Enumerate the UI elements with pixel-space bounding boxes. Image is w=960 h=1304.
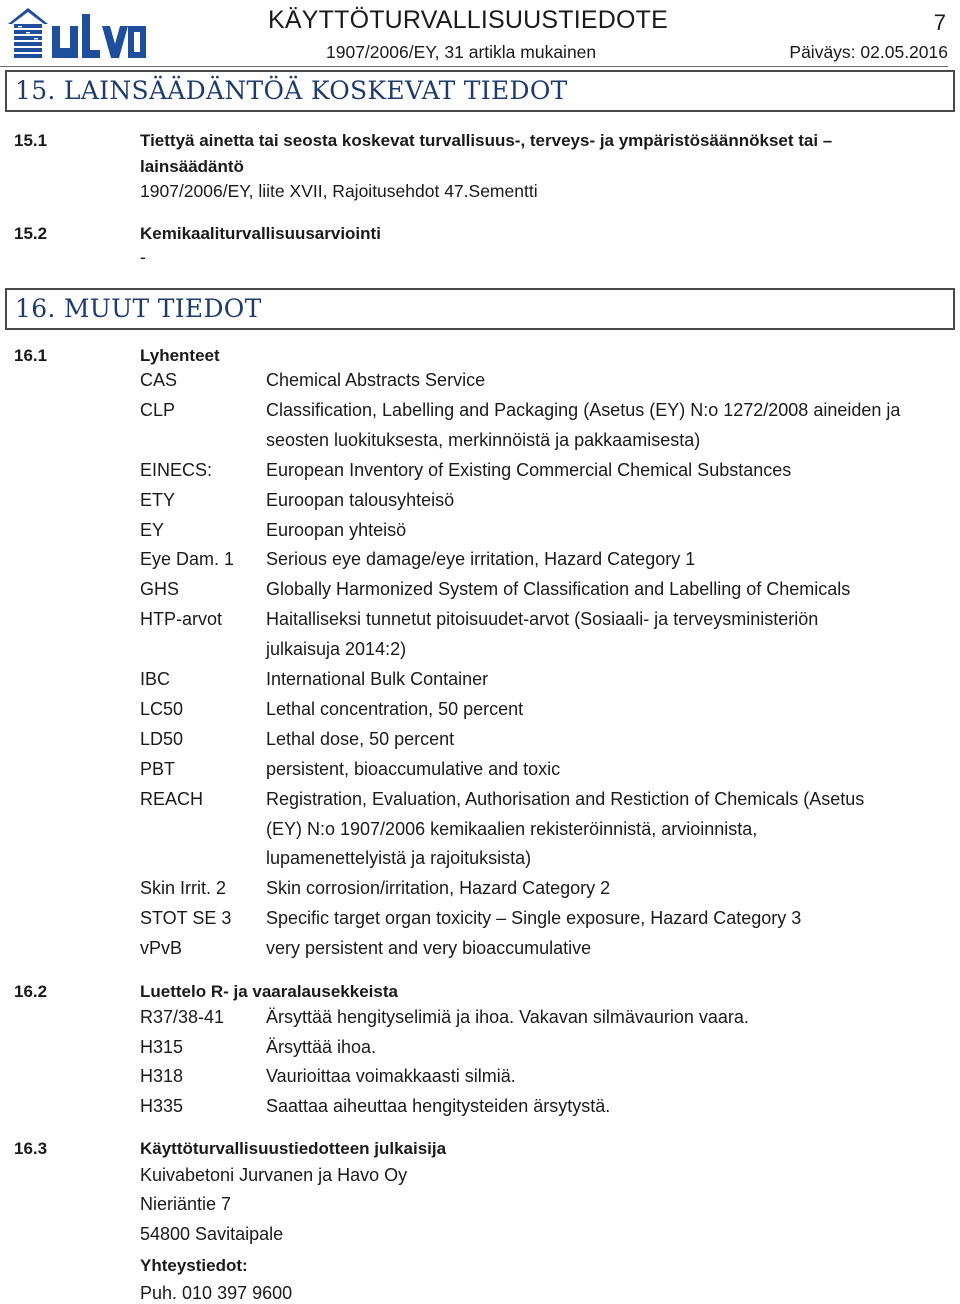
publisher-city: 54800 Savitaipale <box>140 1224 284 1244</box>
abbreviation-term: REACH <box>140 788 204 809</box>
hazard-text: Ärsyttää ihoa. <box>266 1036 377 1057</box>
abbreviation-definition: Lethal dose, 50 percent <box>266 728 455 749</box>
abbreviation-definition: Registration, Evaluation, Authorisation and Restiction of Chemicals (Asetus <box>266 788 865 809</box>
abbreviation-definition: (EY) N:o 1907/2006 kemikaalien rekisteröinnistä, arvioinnista, <box>266 818 758 839</box>
contact-label: Yhteystiedot: <box>140 1256 248 1275</box>
abbreviation-term: EY <box>140 519 165 540</box>
abbreviation-definition: Chemical Abstracts Service <box>266 370 486 390</box>
abbreviation-definition: persistent, bioaccumulative and toxic <box>266 758 561 779</box>
document-date: Päiväys: 02.05.2016 <box>789 42 948 62</box>
abbreviation-term: ETY <box>140 489 176 510</box>
subsection-15-2-number: 15.2 <box>14 224 48 243</box>
hazard-text: Vaurioittaa voimakkaasti silmiä. <box>266 1066 516 1087</box>
hazard-text: Saattaa aiheuttaa hengitysteiden ärsytystä. <box>266 1096 611 1117</box>
abbreviation-definition: julkaisuja 2014:2) <box>266 639 407 660</box>
abbreviation-term: Skin Irrit. 2 <box>140 878 227 899</box>
section-15-title: 15. LAINSÄÄDÄNTÖÄ KOSKEVAT TIEDOT <box>15 76 568 105</box>
subsection-15-1-number: 15.1 <box>14 131 48 150</box>
hazard-code: H335 <box>140 1096 184 1117</box>
subsection-15-1-heading: Tiettyä ainetta tai seosta koskevat turvallisuus-, terveys- ja ympäristösäännökset tai – <box>140 131 833 150</box>
abbreviation-definition: Classification, Labelling and Packaging (Asetus (EY) N:o 1272/2008 aineiden ja <box>266 399 901 420</box>
company-logo <box>6 4 146 60</box>
abbreviation-term: LC50 <box>140 698 184 719</box>
subsection-16-2-number: 16.2 <box>14 982 48 1001</box>
abbreviation-term: EINECS: <box>140 459 213 480</box>
abbreviation-definition: Serious eye damage/eye irritation, Hazard Category 1 <box>266 549 696 570</box>
abbreviation-term: vPvB <box>140 938 183 959</box>
subsection-15-1-text: 1907/2006/EY, liite XVII, Rajoitusehdot 47.Sementti <box>140 181 538 201</box>
hazard-text: Ärsyttää hengityselimiä ja ihoa. Vakavan silmävaurion vaara. <box>266 1007 749 1027</box>
abbreviation-definition: Haitalliseksi tunnetut pitoisuudet-arvot (Sosiaali- ja terveysministeriön <box>266 609 819 630</box>
abbreviation-term: PBT <box>140 758 176 779</box>
abbreviation-definition: Specific target organ toxicity – Single exposure, Hazard Category 3 <box>266 908 802 929</box>
subsection-15-2-heading: Kemikaaliturvallisuusarviointi <box>140 224 381 243</box>
header-divider <box>0 66 948 67</box>
subsection-16-1-heading: Lyhenteet <box>140 346 220 365</box>
abbreviation-term: IBC <box>140 669 171 689</box>
abbreviation-term: CLP <box>140 399 176 420</box>
abbreviation-definition: European Inventory of Existing Commercial Chemical Substances <box>266 459 792 480</box>
abbreviation-definition: International Bulk Container <box>266 669 489 689</box>
publisher-phone: Puh. 010 397 9600 <box>140 1283 293 1303</box>
subsection-15-2-text: - <box>140 247 146 267</box>
subsection-16-3-number: 16.3 <box>14 1139 48 1158</box>
publisher-company: Kuivabetoni Jurvanen ja Havo Oy <box>140 1165 408 1185</box>
abbreviation-definition: Globally Harmonized System of Classification and Labelling of Chemicals <box>266 579 851 600</box>
abbreviation-definition: seosten luokituksesta, merkinnöistä ja pakkaamisesta) <box>266 429 701 450</box>
abbreviation-definition: Euroopan talousyhteisö <box>266 489 455 510</box>
abbreviation-term: HTP-arvot <box>140 609 223 630</box>
section-15-header <box>5 70 955 112</box>
document-title: KÄYTTÖTURVALLISUUSTIEDOTE <box>268 6 668 34</box>
abbreviation-term: GHS <box>140 579 180 600</box>
abbreviation-definition: Euroopan yhteisö <box>266 519 407 540</box>
subsection-16-2-heading: Luettelo R- ja vaaralausekkeista <box>140 982 398 1001</box>
section-16-title: 16. MUUT TIEDOT <box>15 294 262 323</box>
section-16-header <box>5 288 955 330</box>
regulation-subtitle: 1907/2006/EY, 31 artikla mukainen <box>326 42 597 62</box>
abbreviation-term: LD50 <box>140 728 184 749</box>
hazard-code: H318 <box>140 1066 184 1087</box>
page-number: 7 <box>933 10 946 35</box>
abbreviation-definition: Skin corrosion/irritation, Hazard Category 2 <box>266 878 611 899</box>
subsection-15-1-heading-cont: lainsäädäntö <box>140 157 244 176</box>
subsection-16-1-number: 16.1 <box>14 346 48 365</box>
abbreviation-term: CAS <box>140 370 178 390</box>
abbreviation-term: STOT SE 3 <box>140 908 232 929</box>
publisher-street: Nieriäntie 7 <box>140 1194 232 1214</box>
hazard-code: H315 <box>140 1036 184 1057</box>
abbreviation-term: Eye Dam. 1 <box>140 549 235 570</box>
hazard-code: R37/38-41 <box>140 1007 225 1027</box>
abbreviation-definition: Lethal concentration, 50 percent <box>266 698 524 719</box>
subsection-16-3-heading: Käyttöturvallisuustiedotteen julkaisija <box>140 1139 447 1158</box>
abbreviation-definition: lupamenettelyistä ja rajoituksista) <box>266 848 532 869</box>
abbreviation-definition: very persistent and very bioaccumulative <box>266 938 592 959</box>
